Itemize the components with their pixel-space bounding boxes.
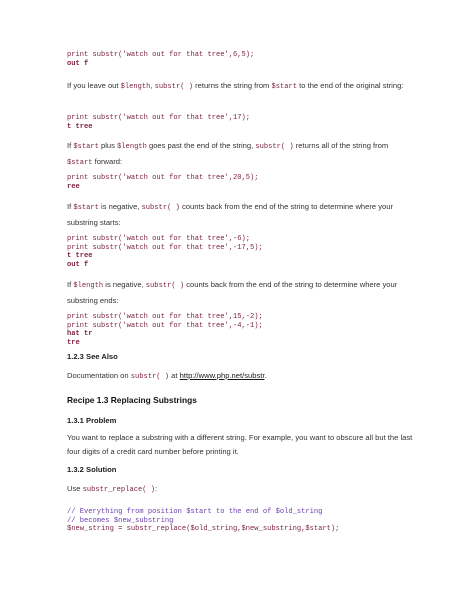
inline-code: substr( ) (141, 204, 180, 212)
text: : (155, 484, 158, 493)
paragraph-problem: You want to replace a substring with a different string. For example, you want to obscure all but the last four digits of a credit card number before printing it. (67, 433, 413, 456)
heading-recipe-1-3: Recipe 1.3 Replacing Substrings (67, 395, 197, 405)
text: If (67, 202, 74, 211)
code-output: ree (67, 182, 80, 191)
text: , (150, 81, 155, 90)
paragraph-negative-length (67, 278, 413, 307)
text: If you leave out (67, 81, 121, 90)
code-block-1 (67, 51, 413, 68)
code-block-3 (67, 174, 413, 191)
code-output: t tree (67, 122, 93, 131)
text: returns all of the string from (293, 141, 389, 150)
text: at (169, 371, 180, 380)
code-block-4 (67, 235, 413, 269)
code-lines: print substr('watch out for that tree',15,-2); print substr('watch out for that tree',-4,-1); (67, 313, 263, 330)
inline-code: substr( ) (255, 143, 294, 151)
text: is negative, (98, 202, 142, 211)
text: returns the string from (192, 81, 272, 90)
paragraph-documentation (67, 369, 413, 385)
text: to the end of the original string: (297, 81, 404, 90)
code-block-solution (67, 508, 413, 534)
paragraph-start-plus-length (67, 139, 413, 170)
code-line: print substr('watch out for that tree',20,5); (67, 174, 259, 182)
code-line: print substr('watch out for that tree',6,5); (67, 51, 255, 59)
heading-problem: 1.3.1 Problem (67, 416, 117, 425)
php-substr-link[interactable]: http://www.php.net/substr (179, 371, 265, 380)
inline-code: $start (67, 158, 93, 167)
text: If (67, 280, 74, 289)
inline-code: $length (73, 282, 104, 290)
paragraph-negative-start (67, 200, 413, 229)
code-output: hat tr tre (67, 330, 93, 347)
paragraph-leave-out-length (67, 79, 413, 95)
inline-code: substr( ) (145, 282, 185, 290)
code-line: print substr('watch out for that tree',17); (67, 114, 251, 122)
heading-see-also: 1.2.3 See Also (67, 352, 118, 361)
inline-code: substr( ) (130, 373, 170, 381)
code-output: out f (67, 59, 89, 68)
inline-code: $length (120, 83, 151, 91)
inline-code: $length (117, 143, 147, 151)
code-block-5 (67, 313, 413, 347)
text: counts back from the end of the string to determine where your substring ends: (67, 280, 398, 305)
text: goes past the end of the string, (146, 141, 256, 150)
code-line: $new_string = substr_replace($old_string,$new_substring,$start); (67, 525, 340, 534)
heading-solution: 1.3.2 Solution (67, 465, 117, 474)
paragraph-solution (67, 482, 413, 498)
text: counts back from the end of the string to determine where your substring starts: (67, 202, 394, 227)
inline-code: substr_replace( ) (82, 486, 155, 494)
text: forward: (92, 156, 123, 166)
inline-code: $start (271, 83, 298, 91)
inline-code: $start (73, 143, 99, 151)
code-output: t tree out f (67, 252, 93, 269)
text: is negative, (103, 280, 146, 289)
text: Documentation on (67, 371, 131, 380)
code-block-2 (67, 114, 413, 131)
text: plus (98, 141, 118, 150)
text: Use (67, 484, 83, 493)
code-comment: // Everything from position $start to the end of $old_string // becomes $new_substring (67, 508, 323, 525)
inline-code: $start (73, 204, 99, 212)
code-lines: print substr('watch out for that tree',-6); print substr('watch out for that tree',-17,5); (67, 235, 263, 252)
text: . (264, 371, 267, 380)
inline-code: substr( ) (154, 83, 193, 91)
text: If (67, 141, 74, 150)
